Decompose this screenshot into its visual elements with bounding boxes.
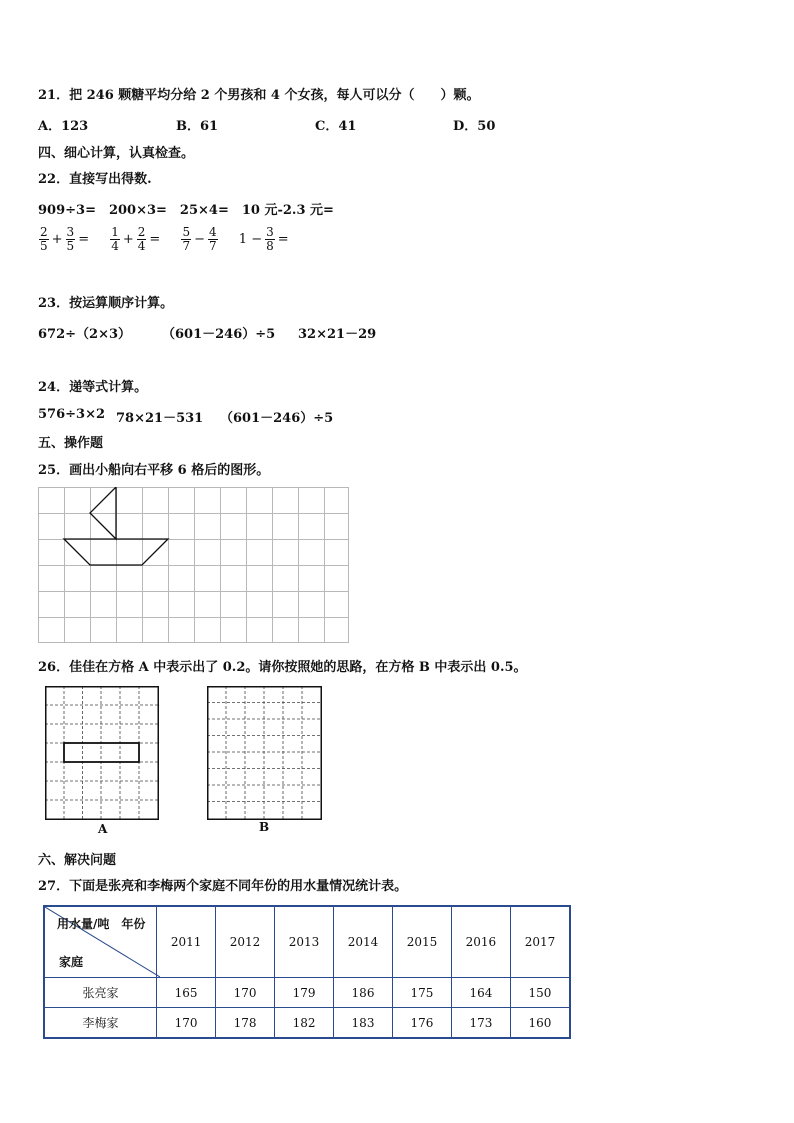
q21-option-d: D．50 <box>453 119 496 134</box>
shaded-0.2-rectangle <box>64 743 139 762</box>
year-header: 2012 <box>216 906 275 978</box>
q23-expr-1: 672÷（2×3） <box>38 327 132 342</box>
fraction-expr-4: 1 − $\frac{3}{8}$ = <box>238 225 289 253</box>
table-cell: 160 <box>510 1008 570 1039</box>
table-cell: 182 <box>275 1008 334 1039</box>
fraction-expr-3: $\frac{5}{7}$ − $\frac{4}{7}$ <box>182 225 217 253</box>
grid-b-label: B <box>259 820 270 834</box>
table-cell: 170 <box>216 978 275 1008</box>
q21-option-c: C．41 <box>315 119 357 134</box>
table-cell: 165 <box>157 978 216 1008</box>
q24-expr-2: 78×21－531 <box>116 411 204 426</box>
q23-expr-2: （601－246）÷5 <box>162 327 276 342</box>
table-cell: 186 <box>334 978 393 1008</box>
q23-expr-3: 32×21－29 <box>298 327 377 342</box>
section-5-heading: 五、操作题 <box>38 436 104 451</box>
table-cell: 179 <box>275 978 334 1008</box>
q24-expr-3: （601－246）÷5 <box>220 411 334 426</box>
year-header: 2013 <box>275 906 334 978</box>
q21-option-a: A．123 <box>38 119 89 134</box>
year-header: 2017 <box>510 906 570 978</box>
year-header: 2016 <box>451 906 510 978</box>
q24-expr-1: 576÷3×2 <box>38 407 106 422</box>
fraction-expr-1: $\frac{2}{5}$ + $\frac{3}{5}$ = <box>40 225 90 253</box>
year-header: 2014 <box>334 906 393 978</box>
table-cell: 183 <box>334 1008 393 1039</box>
fraction-expr-2: $\frac{1}{4}$ + $\frac{2}{4}$ = <box>111 225 161 253</box>
question-22-title: 22．直接写出得数. <box>38 172 152 187</box>
question-25-title: 25．画出小船向右平移 6 格后的图形。 <box>38 463 270 478</box>
q22-arithmetic-row: 909÷3= 200×3= 25×4= 10 元-2.3 元= <box>38 203 334 218</box>
year-header: 2015 <box>392 906 451 978</box>
table-row <box>44 978 570 1008</box>
table-header-row <box>44 906 570 978</box>
grid-b <box>207 686 322 820</box>
table-cell: 175 <box>392 978 451 1008</box>
question-26-title: 26．佳佳在方格 A 中表示出了 0.2。请你按照她的思路，在方格 B 中表示出 0.5。 <box>38 660 527 675</box>
question-27-title: 27．下面是张亮和李梅两个家庭不同年份的用水量情况统计表。 <box>38 879 408 894</box>
section-6-heading: 六、解决问题 <box>38 853 117 868</box>
water-usage-table <box>43 905 571 1039</box>
question-21: 21．把 246 颗糖平均分给 2 个男孩和 4 个女孩，每人可以分（ ）颗。 <box>38 88 480 103</box>
grid-a-label: A <box>98 822 108 836</box>
table-corner-header: 用水量/吨 年份 家庭 <box>44 906 157 978</box>
row-label: 张亮家 <box>44 978 157 1008</box>
q22-fraction-row <box>38 226 305 253</box>
question-23-title: 23．按运算顺序计算。 <box>38 296 174 311</box>
row-label: 李梅家 <box>44 1008 157 1039</box>
section-4-heading: 四、细心计算，认真检查。 <box>38 146 195 161</box>
grid-a <box>45 686 159 820</box>
question-24-title: 24．递等式计算。 <box>38 380 148 395</box>
table-cell: 176 <box>392 1008 451 1039</box>
table-cell: 150 <box>510 978 570 1008</box>
table-cell: 178 <box>216 1008 275 1039</box>
boat-grid <box>38 487 350 643</box>
table-cell: 173 <box>451 1008 510 1039</box>
year-header: 2011 <box>157 906 216 978</box>
table-cell: 164 <box>451 978 510 1008</box>
table-cell: 170 <box>157 1008 216 1039</box>
table-row <box>44 1008 570 1039</box>
q21-option-b: B．61 <box>176 119 219 134</box>
